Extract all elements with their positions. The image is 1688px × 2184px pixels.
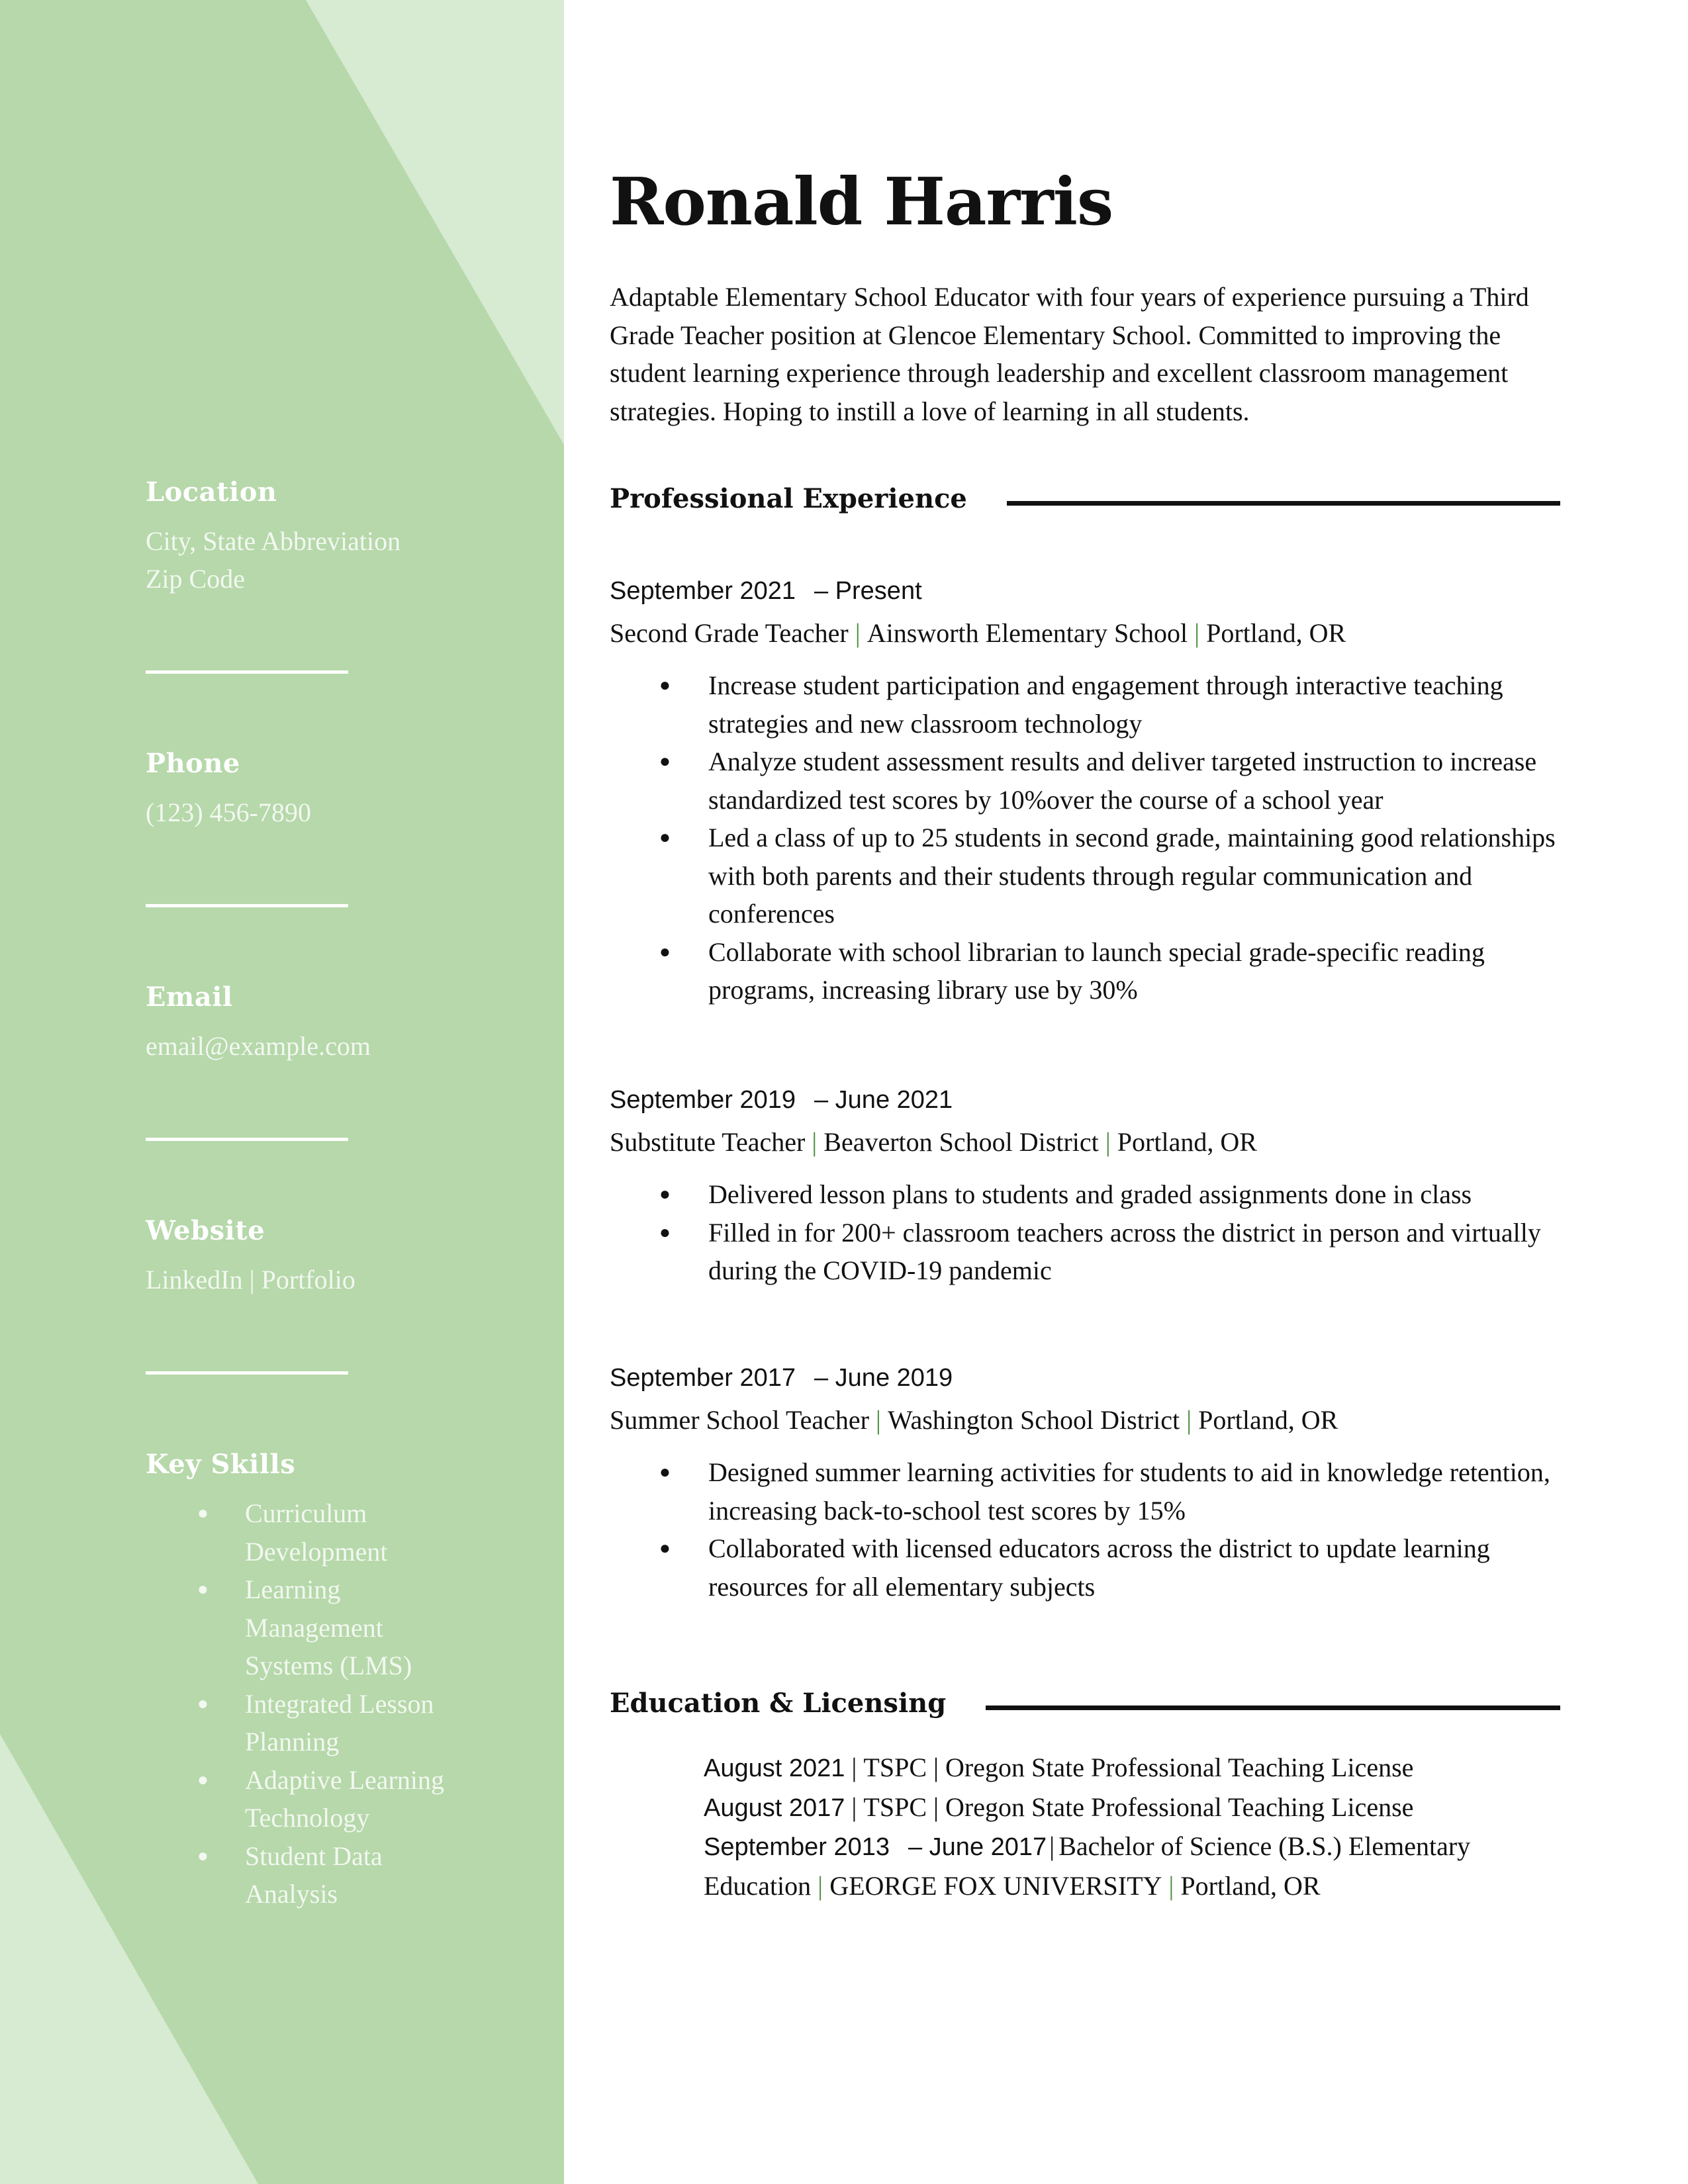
location-block	[146, 477, 543, 598]
list-item: ● Designed summer learning activities for students to aid in knowledge retention, increasing back-to-school test scores by 15%	[610, 1453, 1563, 1529]
job-title: Second Grade Teacher	[610, 618, 849, 648]
bullet-icon: ●	[659, 1462, 671, 1482]
job-org: Beaverton School District	[823, 1127, 1099, 1157]
location-line2: Zip Code	[146, 564, 245, 594]
education-org: TSPC	[863, 1752, 927, 1782]
job-end: – June 2021	[814, 1086, 953, 1114]
divider	[146, 1138, 348, 1141]
job-org: Washington School District	[887, 1405, 1180, 1435]
bullet-icon: ●	[659, 941, 671, 962]
skill-item: ● Adaptive Learning Technology	[146, 1761, 477, 1837]
job-end: – Present	[814, 577, 922, 605]
job-dates	[610, 1364, 1563, 1397]
job-role-line: Summer School Teacher | Washington School District | Portland, OR	[610, 1405, 1338, 1435]
summary-paragraph: Adaptable Elementary School Educator with four years of experience pursuing a Third Grade Teacher position at Glencoe Elementary School. Committed to improving the student learning experience through leadership and excellent classroom management strategies. Hoping to instill a love of learning in all students.	[610, 282, 1529, 426]
contact-panel	[146, 477, 543, 1913]
list-item: ● Collaborated with licensed educators across the district to update learning resources for all elementary subjects	[610, 1529, 1563, 1606]
bullet-icon: ●	[659, 675, 671, 696]
email-block	[146, 981, 543, 1065]
job-start: September 2017	[610, 1364, 796, 1392]
job-org: Ainsworth Elementary School	[867, 618, 1188, 648]
location-line1: City, State Abbreviation	[146, 526, 401, 556]
education-list	[704, 1749, 1564, 1905]
education-detail: Oregon State Professional Teaching License	[945, 1752, 1414, 1782]
job-bullets	[610, 666, 1563, 1009]
job-location: Portland, OR	[1198, 1405, 1338, 1435]
list-item: ● Led a class of up to 25 students in second grade, maintaining good relationships with both parents and their students through regular communication and conferences	[610, 819, 1563, 933]
job-entry	[610, 1086, 1563, 1290]
skills-heading: Key Skills	[146, 1449, 296, 1480]
job-entry	[610, 1364, 1563, 1606]
skill-item: ● Curriculum Development	[146, 1494, 477, 1570]
list-item: ● Collaborate with school librarian to launch special grade-specific reading programs, increasing library use by 30%	[610, 933, 1563, 1009]
bullet-icon: ●	[197, 1693, 209, 1714]
website-value[interactable]: LinkedIn | Portfolio	[146, 1265, 355, 1295]
job-bullets	[610, 1453, 1563, 1606]
education-detail: Oregon State Professional Teaching License	[945, 1792, 1414, 1822]
bullet-icon: ●	[659, 1222, 671, 1243]
education-entry: August 2021 | TSPC | Oregon State Professional Teaching License	[704, 1752, 1414, 1782]
bullet-icon: ●	[659, 827, 671, 848]
list-item: ● Analyze student assessment results and deliver targeted instruction to increase standardized test scores by 10%over the course of a school year	[610, 743, 1563, 819]
experience-heading: Professional Experience	[610, 483, 967, 514]
skill-item: ● Student Data Analysis	[146, 1837, 477, 1913]
candidate-name: Ronald Harris	[610, 164, 1113, 240]
education-heading: Education & Licensing	[610, 1688, 947, 1719]
bullet-icon: ●	[659, 1538, 671, 1559]
degree-entry: September 2013 – June 2017 | Bachelor of Science (B.S.) Elementary Education | GEORGE FOX UNIVERSITY | Portland, OR	[704, 1831, 1471, 1901]
job-start: September 2019	[610, 1086, 796, 1114]
skill-item: ● Learning Management Systems (LMS)	[146, 1570, 477, 1685]
location-text	[146, 522, 543, 598]
location-heading: Location	[146, 477, 277, 508]
education-date: August 2021	[704, 1754, 845, 1782]
phone-block	[146, 748, 543, 831]
list-item: ● Delivered lesson plans to students and graded assignments done in class	[610, 1175, 1563, 1214]
list-item: ● Filled in for 200+ classroom teachers across the district in person and virtually during the COVID-19 pandemic	[610, 1214, 1563, 1290]
job-bullets	[610, 1175, 1563, 1290]
list-item: ● Increase student participation and engagement through interactive teaching strategies and new classroom technology	[610, 666, 1563, 743]
skill-item: ● Integrated Lesson Planning	[146, 1685, 477, 1761]
bullet-icon: ●	[197, 1769, 209, 1790]
job-role-line: Substitute Teacher | Beaverton School District | Portland, OR	[610, 1127, 1257, 1157]
degree-detail: Bachelor of Science (B.S.) Elementary Education	[704, 1831, 1471, 1901]
phone-value: (123) 456-7890	[146, 797, 311, 827]
degree-start: September 2013	[704, 1833, 890, 1861]
job-end: – June 2019	[814, 1364, 953, 1392]
email-heading: Email	[146, 981, 233, 1013]
degree-school: GEORGE FOX UNIVERSITY	[829, 1870, 1162, 1901]
bullet-icon: ●	[197, 1503, 209, 1524]
website-block	[146, 1215, 543, 1298]
bullet-icon: ●	[197, 1579, 209, 1600]
job-entry	[610, 577, 1563, 1009]
job-title: Substitute Teacher	[610, 1127, 806, 1157]
job-role-line: Second Grade Teacher | Ainsworth Elementary School | Portland, OR	[610, 618, 1346, 648]
job-dates	[610, 1086, 1563, 1119]
job-dates	[610, 577, 1563, 610]
job-title: Summer School Teacher	[610, 1405, 869, 1435]
job-location: Portland, OR	[1117, 1127, 1257, 1157]
education-date: August 2017	[704, 1794, 845, 1822]
divider	[146, 1371, 348, 1375]
bullet-icon: ●	[197, 1845, 209, 1866]
sidebar	[0, 0, 564, 2184]
section-rule	[1007, 501, 1560, 506]
job-location: Portland, OR	[1206, 618, 1346, 648]
education-section-header	[610, 1688, 1560, 1719]
job-start: September 2021	[610, 577, 796, 605]
divider	[146, 670, 348, 674]
degree-end: – June 2017	[908, 1833, 1047, 1861]
phone-heading: Phone	[146, 748, 240, 779]
bullet-icon: ●	[659, 751, 671, 772]
experience-section-header	[610, 483, 1560, 514]
section-rule	[986, 1706, 1560, 1710]
bullet-icon: ●	[659, 1184, 671, 1205]
website-heading: Website	[146, 1215, 265, 1246]
skills-block	[146, 1449, 543, 1913]
divider	[146, 904, 348, 907]
skills-list	[146, 1494, 543, 1913]
email-value[interactable]: email@example.com	[146, 1031, 371, 1061]
education-entry: August 2017 | TSPC | Oregon State Professional Teaching License	[704, 1792, 1414, 1822]
education-org: TSPC	[863, 1792, 927, 1822]
degree-location: Portland, OR	[1180, 1870, 1321, 1901]
